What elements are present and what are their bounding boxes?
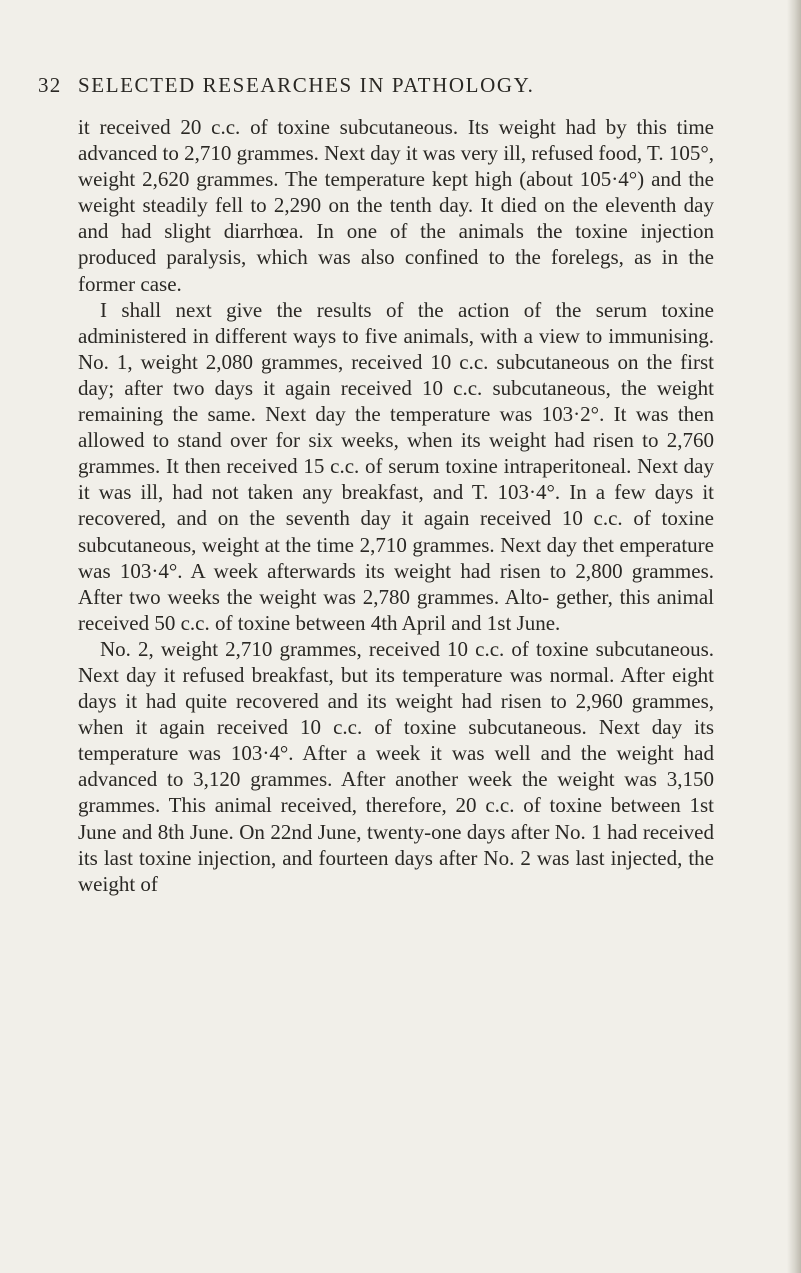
paragraph-no-2: No. 2, weight 2,710 grammes, received 10 c.c. of toxine subcutaneous. Next day it refused breakfast, but its temperature was normal. After eight days it had quite recovered and its weight had risen to 2,960 grammes, when it again received 10 c.c. of toxine subcutaneous. Next day its temperature was 103·4°. After a week it was well and the weight had advanced to 3,120 grammes. After another week the weight was 3,150 grammes. This animal received, therefore, 20 c.c. of toxine between 1st June and 8th June. On 22nd June, twenty-one days after No. 1 had received its last toxine injection, and fourteen days after No. 2 was last injected, the weight of	[78, 636, 714, 896]
running-head	[38, 70, 738, 100]
body-text	[78, 114, 714, 897]
running-title: SELECTED RESEARCHES IN PATHOLOGY.	[78, 73, 535, 97]
paragraph-continuation: it received 20 c.c. of toxine subcutaneous. Its weight had by this time advanced to 2,710 grammes. Next day it was very ill, refused food, T. 105°, weight 2,620 grammes. The temperature kept high (about 105·4°) and the weight steadily fell to 2,290 on the tenth day. It died on the eleventh day and had slight diarrhœa. In one of the animals the toxine injection produced paralysis, which was also confined to the forelegs, as in the former case.	[78, 115, 714, 296]
page-edge-shadow	[787, 0, 801, 1273]
paragraph-serum-toxine: I shall next give the results of the action of the serum toxine administered in different ways to five animals, with a view to immunising. No. 1, weight 2,080 grammes, received 10 c.c. subcutaneous on the first day; after two days it again received 10 c.c. subcutaneous, the weight remaining the same. Next day the temperature was 103·2°. It was then allowed to stand over for six weeks, when its weight had risen to 2,760 grammes. It then received 15 c.c. of serum toxine intraperitoneal. Next day it was ill, had not taken any breakfast, and T. 103·4°. In a few days it recovered, and on the seventh day it again received 10 c.c. of toxine subcutaneous, weight at the time 2,710 grammes. Next day thet emperature was 103·4°. A week afterwards its weight had risen to 2,800 grammes. After two weeks the weight was 2,780 grammes. Alto- gether, this animal received 50 c.c. of toxine between 4th April and 1st June.	[78, 297, 714, 635]
page-number: 32	[38, 73, 62, 97]
